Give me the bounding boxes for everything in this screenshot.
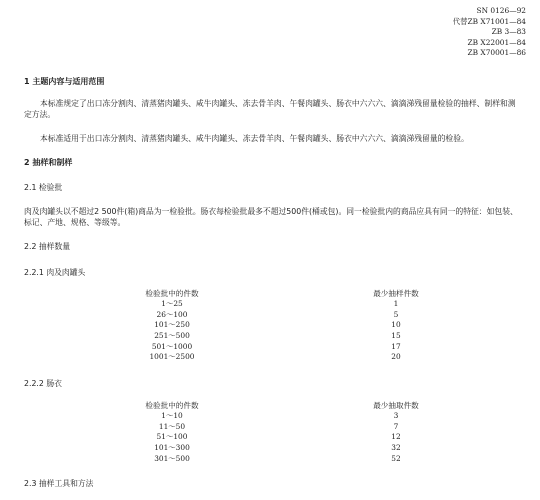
- subsection-2-3-title: 2.3 抽样工具和方法: [24, 479, 94, 488]
- table-cell: 501～1000: [151, 341, 193, 351]
- table-cell: 32: [391, 443, 401, 453]
- table-cell: 11～50: [158, 421, 186, 431]
- table-cell: 15: [391, 331, 401, 341]
- table-cell: 1～10: [161, 411, 183, 420]
- table-cell: 51～100: [156, 432, 188, 442]
- section-2-title: 2 抽样和制样: [24, 158, 73, 167]
- subsection-2-2-2-title: 2.2.2 肠衣: [24, 379, 62, 388]
- code-line: ZB X70001—86: [467, 48, 526, 58]
- table-1-header-left: 检验批中的件数: [145, 289, 199, 298]
- table-1-right-column: [366, 299, 426, 363]
- table-cell: 17: [391, 341, 401, 351]
- section-1-paragraph-2: 本标准适用于出口冻分割肉、清蒸猪肉罐头、咸牛肉罐头、冻去骨羊肉、午餐肉罐头、肠衣中六六六、滴滴涕残留量的检验。: [40, 134, 469, 143]
- section-1-title: 1 主题内容与适用范围: [24, 77, 105, 86]
- code-line: 代替ZB X71001—84: [452, 16, 526, 26]
- subsection-2-1-title: 2.1 检验批: [24, 183, 63, 192]
- table-cell: 52: [391, 453, 401, 463]
- table-cell: 301～500: [154, 453, 190, 463]
- table-cell: 12: [391, 432, 401, 442]
- table-1-header-right: 最少抽样件数: [373, 289, 419, 298]
- table-cell: 1: [393, 299, 399, 308]
- subsection-2-2-title: 2.2 抽样数量: [24, 242, 71, 251]
- table-2-header-left: 检验批中的件数: [145, 401, 199, 410]
- table-cell: 26～100: [156, 309, 188, 319]
- code-line: ZB 3—83: [491, 27, 526, 37]
- subsection-2-2-1-title: 2.2.1 肉及肉罐头: [24, 268, 86, 277]
- table-cell: 1001～2500: [149, 352, 195, 362]
- standard-codes: [453, 6, 526, 59]
- table-cell: 251～500: [154, 331, 190, 341]
- table-2-left-column: [112, 411, 232, 464]
- table-cell: 3: [393, 411, 399, 420]
- table-cell: 7: [393, 421, 399, 431]
- table-2-right-column: [366, 411, 426, 464]
- section-1-paragraph-1: 本标准规定了出口冻分割肉、清蒸猪肉罐头、咸牛肉罐头、冻去骨羊肉、午餐肉罐头、肠衣中六六六、滴滴涕残留量检验的抽样、制样和测定方法。: [24, 99, 516, 119]
- table-cell: 101～250: [154, 320, 190, 330]
- table-2-header-right: 最少抽取件数: [373, 401, 419, 410]
- table-1-left-column: [112, 299, 232, 363]
- table-cell: 101～300: [154, 443, 190, 453]
- table-cell: 10: [391, 320, 401, 330]
- code-line: ZB X22001—84: [467, 37, 526, 47]
- table-cell: 1～25: [161, 299, 183, 308]
- subsection-2-1-text: 肉及肉罐头以不超过2 500件(箱)商品为一检验批。肠衣每检验批最多不超过500件(桶或包)。同一检验批内的商品应具有同一的特征：如包装、标记、产地、规格、等级等。: [24, 207, 518, 227]
- table-cell: 20: [391, 352, 401, 362]
- table-cell: 5: [393, 309, 399, 319]
- code-line: SN 0126—92: [476, 6, 526, 15]
